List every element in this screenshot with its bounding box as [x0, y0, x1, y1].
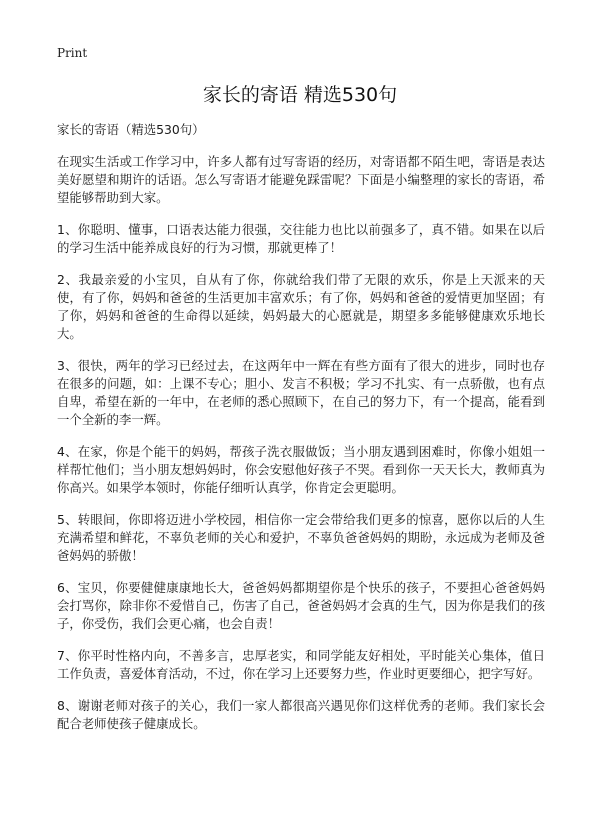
article-body	[57, 121, 545, 747]
article-subtitle: 家长的寄语（精选530句）	[57, 122, 205, 137]
intro-paragraph: 在现实生活或工作学习中，许多人都有过写寄语的经历，对寄语都不陌生吧，寄语是表达美好愿望和期许的话语。怎么写寄语才能避免踩雷呢？下面是小编整理的家长的寄语，希望能够帮助到大家。	[57, 154, 545, 205]
print-link[interactable]: Print	[57, 46, 88, 60]
paragraph-7: 7、你平时性格内向，不善多言，忠厚老实，和同学能友好相处，平时能关心集体，值日工作负责，喜爱体育活动，不过，你在学习上还要努力些，作业时更要细心，把字写好。	[57, 648, 545, 681]
paragraph-4: 4、在家，你是个能干的妈妈，帮孩子洗衣服做饭；当小朋友遇到困难时，你像小姐姐一样帮忙他们；当小朋友想妈妈时，你会安慰他好孩子不哭。看到你一天天长大，教师真为你高兴。如果学本领时，你能仔细听认真学，你肯定会更聪明。	[57, 444, 545, 495]
paragraph-1: 1、你聪明、懂事，口语表达能力很强，交往能力也比以前强多了，真不错。如果在以后的学习生活中能养成良好的行为习惯，那就更棒了！	[57, 222, 545, 255]
paragraph-5: 5、转眼间，你即将迈进小学校园，相信你一定会带给我们更多的惊喜，愿你以后的人生充满希望和鲜花，不辜负老师的关心和爱护，不辜负爸爸妈妈的期盼，永远成为老师及爸爸妈妈的骄傲！	[57, 512, 545, 563]
page-title: 家长的寄语 精选530句	[202, 84, 398, 106]
paragraph-3: 3、很快，两年的学习已经过去，在这两年中一辉在有些方面有了很大的进步，同时也存在很多的问题，如：上课不专心；胆小、发言不积极；学习不扎实、有一点骄傲，也有点自卑，希望在新的一年中，在老师的悉心照顾下，在自己的努力下，有一个提高，能看到一个全新的李一辉。	[57, 358, 545, 427]
paragraph-6: 6、宝贝，你要健健康康地长大，爸爸妈妈都期望你是个快乐的孩子，不要担心爸爸妈妈会打骂你，除非你不爱惜自己，伤害了自己，爸爸妈妈才会真的生气，因为你是我们的孩子，你受伤，我们会更心痛，也会自责！	[57, 580, 545, 631]
paragraph-2: 2、我最亲爱的小宝贝，自从有了你，你就给我们带了无限的欢乐，你是上天派来的天使，有了你，妈妈和爸爸的生活更加丰富欢乐；有了你，妈妈和爸爸的爱情更加坚固；有了你，妈妈和爸爸的生命得以延续，妈妈最大的心愿就是，期望多多能够健康欢乐地长大。	[57, 272, 545, 341]
paragraph-8: 8、谢谢老师对孩子的关心，我们一家人都很高兴遇见你们这样优秀的老师。我们家长会配合老师使孩子健康成长。	[57, 698, 545, 731]
